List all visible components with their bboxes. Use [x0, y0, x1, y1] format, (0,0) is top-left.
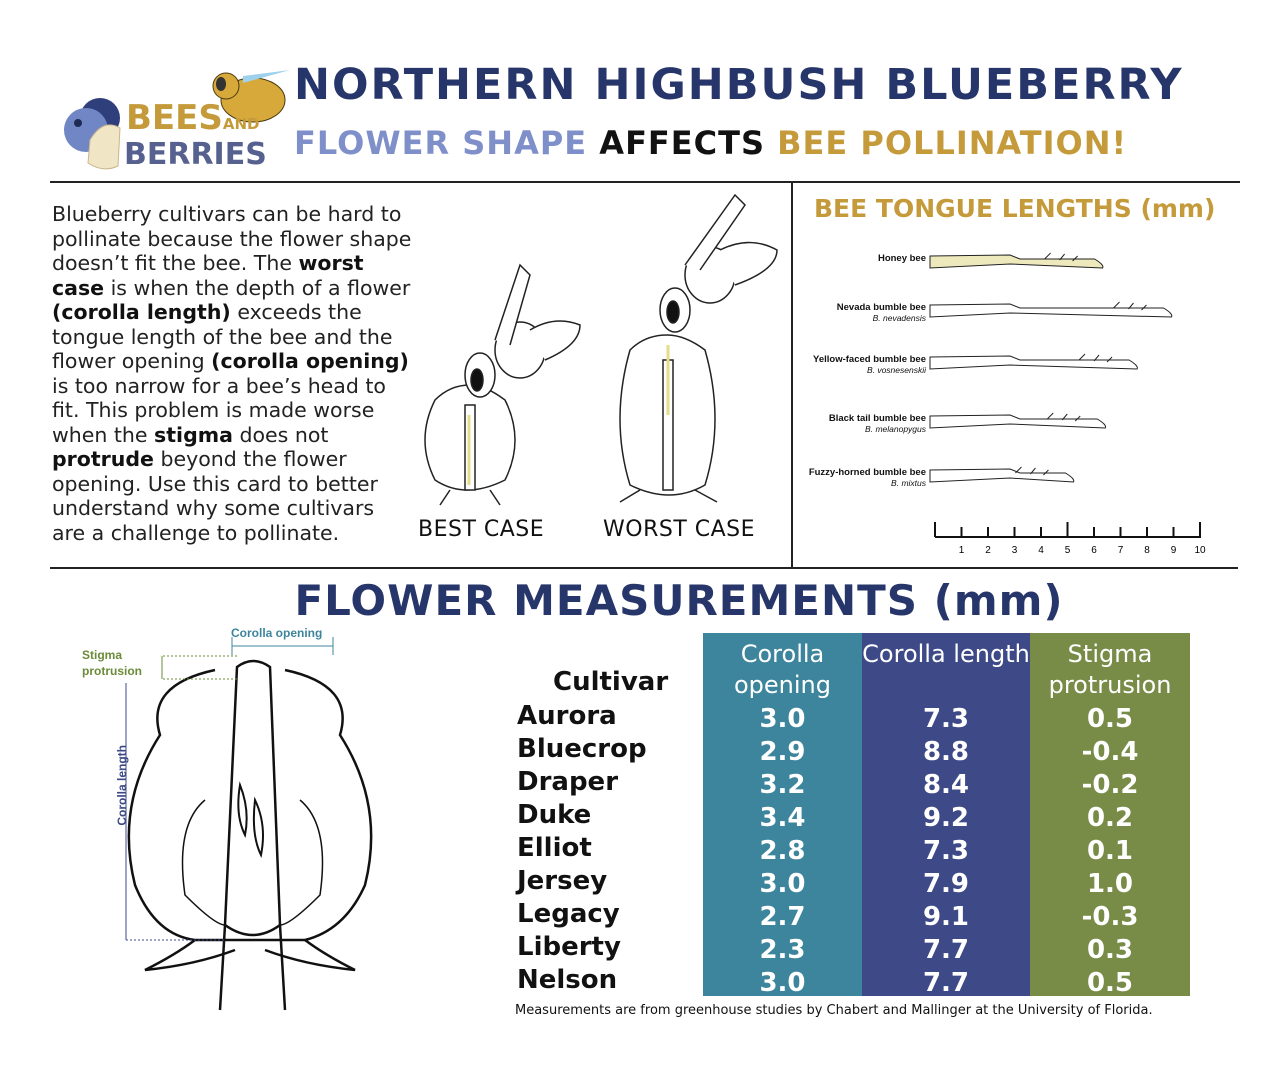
stigma-protrusion-value: 0.2 — [1086, 803, 1134, 833]
corolla-length-column — [862, 633, 1030, 996]
bee-species: B. mixtus — [891, 478, 926, 488]
stigma-protrusion-label: Stigma protrusion — [82, 648, 142, 678]
cultivar-name: Elliot — [517, 833, 592, 863]
stigma-protrusion-value: 0.3 — [1086, 935, 1134, 965]
tongue-bar — [925, 408, 1185, 438]
page-subtitle — [294, 124, 1240, 162]
cultivar-name: Legacy — [517, 899, 620, 929]
corolla-opening-header: Corolla opening — [733, 640, 831, 699]
bee-label — [786, 414, 926, 435]
stigma-protrusion-value: -0.2 — [1081, 770, 1139, 800]
bee-label — [786, 254, 926, 264]
corolla-opening-value: 3.4 — [759, 803, 806, 833]
scale-tick-label: 10 — [1194, 545, 1206, 556]
cultivar-header: Cultivar — [553, 667, 669, 697]
corolla-length-value: 7.9 — [922, 869, 970, 899]
scale-tick-label: 8 — [1144, 545, 1150, 556]
scale-tick-label: 6 — [1091, 545, 1097, 556]
scale-tick-label: 7 — [1117, 545, 1124, 556]
measurements-title: FLOWER MEASUREMENTS (mm) — [294, 576, 1064, 625]
corolla-length-value: 9.1 — [922, 902, 970, 932]
stigma-protrusion-value: 0.1 — [1086, 836, 1134, 866]
cultivar-name: Aurora — [517, 701, 617, 731]
corolla-length-value: 7.7 — [922, 968, 970, 998]
logo-berries: BERRIES — [124, 137, 267, 172]
corolla-opening-column — [703, 633, 862, 996]
corolla-opening-value: 3.0 — [759, 704, 806, 734]
intro-paragraph: Blueberry cultivars can be hard to pollinate because the flower shape doesn’t fit the bee. The worst case is when the depth of a flower (corolla length) exceeds the tongue length of the bee and the flower opening (corolla opening) is too narrow for a bee’s head to fit. This problem is made worse when the stigma does not protrude beyond the flower opening. Use this card to better understand why some cultivars are a challenge to pollinate. — [52, 202, 412, 545]
subtitle-bee-pollination: BEE POLLINATION! — [777, 124, 1128, 162]
corolla-opening-value: 2.7 — [759, 902, 806, 932]
stigma-protrusion-header: Stigma protrusion — [1048, 640, 1172, 699]
bee-label — [786, 468, 926, 489]
cultivar-name: Nelson — [517, 965, 618, 995]
corolla-opening-value: 3.0 — [759, 968, 806, 998]
cultivar-name: Duke — [517, 800, 592, 830]
bee-name: Yellow-faced bumble bee — [813, 354, 926, 365]
page-title: NORTHERN HIGHBUSH BLUEBERRY — [294, 60, 1184, 110]
subtitle-flower-shape: FLOWER SHAPE — [294, 124, 588, 162]
corolla-length-value: 7.3 — [922, 704, 970, 734]
corolla-opening-value: 2.9 — [759, 737, 806, 767]
corolla-opening-value: 2.3 — [759, 935, 806, 965]
logo-and: AND — [222, 115, 260, 133]
corolla-length-value: 9.2 — [922, 803, 970, 833]
cultivar-name: Draper — [517, 767, 619, 797]
bee-name: Black tail bumble bee — [828, 413, 926, 424]
corolla-opening-value: 2.8 — [759, 836, 806, 866]
scale-tick-label: 9 — [1170, 545, 1177, 556]
bee-name: Fuzzy-horned bumble bee — [808, 467, 926, 478]
corolla-opening-value: 3.2 — [759, 770, 806, 800]
tongue-bar — [925, 248, 1185, 278]
stigma-protrusion-column — [1030, 633, 1190, 996]
logo — [58, 58, 293, 178]
corolla-opening-value: 3.0 — [759, 869, 806, 899]
bee-name: Honey bee — [877, 253, 926, 264]
tongue-bar — [925, 297, 1185, 327]
bee-label — [786, 303, 926, 324]
cultivar-name: Jersey — [517, 866, 608, 896]
corolla-length-label: Corolla length — [115, 745, 129, 826]
corolla-length-value: 7.3 — [922, 836, 970, 866]
corolla-opening-label: Corolla opening — [231, 626, 323, 640]
bee-name: Nevada bumble bee — [836, 302, 926, 313]
bee-label — [786, 355, 926, 376]
tongue-bar — [925, 462, 1185, 492]
worst-case-illustration — [620, 195, 777, 502]
bee-species: B. nevadensis — [872, 313, 926, 323]
corolla-length-header: Corolla length — [862, 640, 1030, 668]
stigma-protrusion-value: -0.3 — [1081, 902, 1139, 932]
cultivar-column — [517, 700, 697, 997]
tongue-lengths-title: BEE TONGUE LENGTHS (mm) — [814, 194, 1216, 223]
worst-case-label: WORST CASE — [603, 517, 756, 542]
cultivar-name: Liberty — [517, 932, 621, 962]
divider-middle — [50, 567, 1238, 569]
stigma-protrusion-value: 0.5 — [1086, 968, 1134, 998]
logo-bees: BEES — [126, 98, 223, 138]
scale-tick-label: 3 — [1011, 545, 1018, 556]
divider-top — [50, 181, 1240, 183]
scale-tick-label: 1 — [958, 545, 965, 556]
bee-flower-illustrations — [405, 190, 785, 520]
cultivar-name: Bluecrop — [517, 734, 647, 764]
stigma-protrusion-value: 1.0 — [1086, 869, 1134, 899]
best-case-label: BEST CASE — [418, 517, 545, 542]
corolla-length-value: 7.7 — [922, 935, 970, 965]
stigma-protrusion-value: 0.5 — [1086, 704, 1134, 734]
tongue-bar — [925, 349, 1185, 379]
bee-species: B. vosnesenskii — [866, 365, 926, 375]
source-note: Measurements are from greenhouse studies by Chabert and Mallinger at the University of Florida. — [515, 1003, 1153, 1018]
stigma-protrusion-value: -0.4 — [1081, 737, 1139, 767]
corolla-length-value: 8.4 — [922, 770, 970, 800]
scale-tick-label: 4 — [1038, 545, 1044, 556]
subtitle-affects: AFFECTS — [599, 124, 765, 162]
tongue-scale — [925, 515, 1215, 560]
corolla-length-value: 8.8 — [922, 737, 970, 767]
scale-tick-label: 5 — [1064, 545, 1071, 556]
best-case-illustration — [425, 265, 580, 505]
bee-species: B. melanopygus — [865, 424, 926, 434]
scale-tick-label: 2 — [985, 545, 991, 556]
